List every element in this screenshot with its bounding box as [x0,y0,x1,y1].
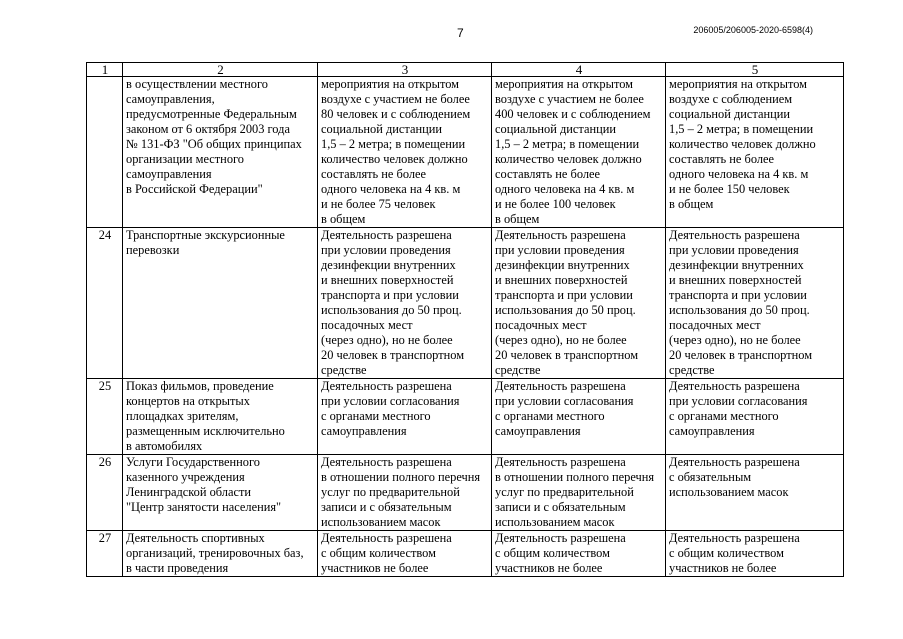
cell-line: участников не более [495,561,603,575]
cell-line: самоуправления [126,167,212,181]
cell-line: законом от 6 октября 2003 года [126,122,290,136]
cell-line: использованием масок [669,485,789,499]
cell-line: (через одно), но не более [321,333,453,347]
table-header-row [87,63,844,77]
condition-cell [666,455,844,531]
cell-line: 1,5 – 2 метра; в помещении [669,122,814,136]
cell-line: при условии проведения [495,243,625,257]
cell-line: при условии согласования [321,394,460,408]
cell-line: посадочных мест [495,318,587,332]
cell-line: записи и с обязательным [321,500,452,514]
cell-line: составлять не более [321,167,427,181]
cell-line: воздухе с соблюдением [669,92,793,106]
cell-line: воздухе с участием не более [495,92,644,106]
table-row [87,77,844,228]
cell-line: Транспортные экскурсионные [126,228,285,242]
cell-line: Деятельность спортивных [126,531,265,545]
cell-line: Деятельность разрешена [669,455,800,469]
cell-line: количество человек должно [669,137,816,151]
cell-line: с общим количеством [669,546,784,560]
cell-line: и не более 150 человек [669,182,790,196]
cell-line: Услуги Государственного [126,455,260,469]
cell-line: в осуществлении местного [126,77,268,91]
row-number: 25 [87,379,123,455]
condition-cell [492,77,666,228]
cell-line: мероприятия на открытом [321,77,459,91]
condition-cell [492,531,666,577]
cell-line: составлять не более [495,167,601,181]
activity-cell [123,228,318,379]
table-row [87,531,844,577]
activity-cell [123,455,318,531]
condition-cell [318,77,492,228]
cell-line: одного человека на 4 кв. м [495,182,635,196]
condition-cell [318,228,492,379]
page-number: 7 [457,26,464,40]
condition-cell [492,455,666,531]
cell-line: транспорта и при условии [669,288,807,302]
cell-line: социальной дистанции [669,107,790,121]
cell-line: Деятельность разрешена [495,455,626,469]
condition-cell [492,379,666,455]
cell-line: организаций, тренировочных баз, [126,546,304,560]
cell-line: Ленинградской области [126,485,252,499]
cell-line: посадочных мест [669,318,761,332]
condition-cell [318,531,492,577]
cell-line: при условии согласования [669,394,808,408]
cell-line: самоуправления [321,424,407,438]
cell-line: услуг по предварительной [321,485,460,499]
cell-line: Деятельность разрешена [669,228,800,242]
condition-cell [666,379,844,455]
cell-line: использованием масок [495,515,615,529]
condition-cell [666,531,844,577]
cell-line: с органами местного [321,409,431,423]
cell-line: Деятельность разрешена [495,228,626,242]
cell-line: в отношении полного перечня [495,470,655,484]
cell-line: использованием масок [321,515,441,529]
row-number [87,77,123,228]
cell-line: использования до 50 проц. [495,303,636,317]
column-header-2: 2 [123,63,318,77]
regulation-table [86,62,844,577]
cell-line: мероприятия на открытом [495,77,633,91]
cell-line: самоуправления [669,424,755,438]
cell-line: дезинфекции внутренних [495,258,630,272]
row-number: 24 [87,228,123,379]
activity-cell [123,379,318,455]
cell-line: концертов на открытых [126,394,250,408]
cell-line: посадочных мест [321,318,413,332]
cell-line: в части проведения [126,561,229,575]
column-header-5: 5 [666,63,844,77]
cell-line: (через одно), но не более [669,333,801,347]
cell-line: в общем [495,212,540,226]
cell-line: и внешних поверхностей [669,273,802,287]
cell-line: и внешних поверхностей [495,273,628,287]
cell-line: при условии проведения [669,243,799,257]
cell-line: площадках зрителям, [126,409,239,423]
condition-cell [492,228,666,379]
cell-line: Показ фильмов, проведение [126,379,274,393]
cell-line: одного человека на 4 кв. м [669,167,809,181]
cell-line: в Российской Федерации" [126,182,263,196]
cell-line: с органами местного [669,409,779,423]
cell-line: самоуправления [495,424,581,438]
cell-line: записи и с обязательным [495,500,626,514]
cell-line: транспорта и при условии [321,288,459,302]
activity-cell [123,77,318,228]
cell-line: услуг по предварительной [495,485,634,499]
table-row [87,455,844,531]
cell-line: Деятельность разрешена [495,379,626,393]
cell-line: с общим количеством [495,546,610,560]
cell-line: Деятельность разрешена [495,531,626,545]
cell-line: воздухе с участием не более [321,92,470,106]
cell-line: "Центр занятости населения" [126,500,282,514]
column-header-1: 1 [87,63,123,77]
cell-line: 1,5 – 2 метра; в помещении [495,137,640,151]
cell-line: организации местного [126,152,244,166]
document-code: 206005/206005-2020-6598(4) [693,25,813,35]
cell-line: 1,5 – 2 метра; в помещении [321,137,466,151]
cell-line: и внешних поверхностей [321,273,454,287]
cell-line: 80 человек и с соблюдением [321,107,471,121]
cell-line: Деятельность разрешена [321,379,452,393]
cell-line: одного человека на 4 кв. м [321,182,461,196]
cell-line: участников не более [321,561,429,575]
cell-line: перевозки [126,243,180,257]
cell-line: транспорта и при условии [495,288,633,302]
cell-line: социальной дистанции [321,122,442,136]
cell-line: в общем [321,212,366,226]
cell-line: в автомобилях [126,439,203,453]
cell-line: дезинфекции внутренних [669,258,804,272]
cell-line: средстве [669,363,715,377]
cell-line: мероприятия на открытом [669,77,807,91]
cell-line: казенного учреждения [126,470,245,484]
row-number: 26 [87,455,123,531]
cell-line: и не более 75 человек [321,197,436,211]
cell-line: с обязательным [669,470,752,484]
condition-cell [318,379,492,455]
cell-line: при условии согласования [495,394,634,408]
column-header-4: 4 [492,63,666,77]
cell-line: участников не более [669,561,777,575]
cell-line: 20 человек в транспортном [669,348,813,362]
cell-line: 400 человек и с соблюдением [495,107,651,121]
condition-cell [666,228,844,379]
activity-cell [123,531,318,577]
table-row [87,228,844,379]
cell-line: использования до 50 проц. [669,303,810,317]
cell-line: использования до 50 проц. [321,303,462,317]
cell-line: Деятельность разрешена [669,531,800,545]
cell-line: в общем [669,197,714,211]
cell-line: (через одно), но не более [495,333,627,347]
cell-line: самоуправления, [126,92,215,106]
cell-line: и не более 100 человек [495,197,616,211]
table-row [87,379,844,455]
cell-line: № 131-ФЗ "Об общих принципах [126,137,302,151]
condition-cell [318,455,492,531]
cell-line: 20 человек в транспортном [495,348,639,362]
cell-line: составлять не более [669,152,775,166]
cell-line: при условии проведения [321,243,451,257]
row-number: 27 [87,531,123,577]
cell-line: с органами местного [495,409,605,423]
cell-line: средстве [321,363,367,377]
cell-line: Деятельность разрешена [321,455,452,469]
cell-line: в отношении полного перечня [321,470,481,484]
cell-line: Деятельность разрешена [321,531,452,545]
cell-line: 20 человек в транспортном [321,348,465,362]
cell-line: социальной дистанции [495,122,616,136]
cell-line: Деятельность разрешена [669,379,800,393]
column-header-3: 3 [318,63,492,77]
cell-line: размещенным исключительно [126,424,285,438]
cell-line: Деятельность разрешена [321,228,452,242]
cell-line: дезинфекции внутренних [321,258,456,272]
cell-line: предусмотренные Федеральным [126,107,297,121]
cell-line: с общим количеством [321,546,436,560]
cell-line: количество человек должно [321,152,468,166]
condition-cell [666,77,844,228]
cell-line: средстве [495,363,541,377]
cell-line: количество человек должно [495,152,642,166]
